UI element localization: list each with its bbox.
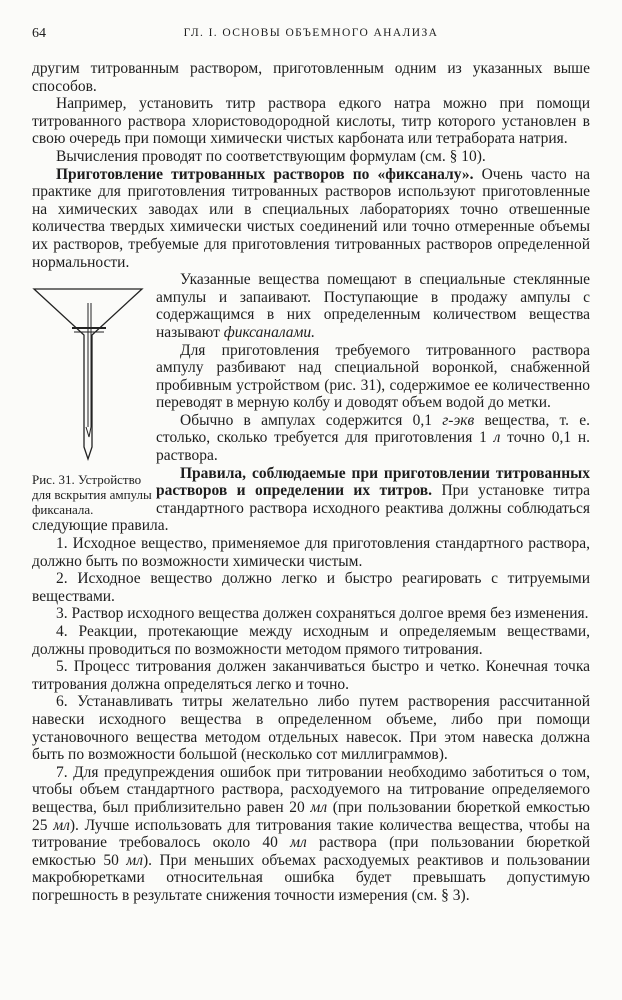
paragraph-text: 7. Для предупреждения ошибок при титровании необходимо заботиться о том, чтобы объем стандартного раствора, расходуемого на титрование определяемого вещества, был приблизительно равен 20	[32, 763, 590, 816]
rule-item: 2. Исходное вещество должно легко и быстро реагировать с титруемыми веществами.	[32, 570, 590, 605]
running-title: ГЛ. I. ОСНОВЫ ОБЪЕМНОГО АНАЛИЗА	[183, 27, 439, 39]
paragraph: Для приготовления требуемого титрованного раствора ампулу разбивают над специальной воронкой, снабженной пробивным устройством (рис. 31), содержимое ее количественно переводят в мерную колбу и доводят объем водой до метки.	[156, 341, 590, 412]
book-page	[32, 22, 590, 905]
paragraph-text: ). При меньших объемах расходуемых реактивов и пользовании макробюретками относительная ошибка будет превышать допустимую погрешность в результате снижения точности измерения (см. § 3).	[32, 851, 590, 904]
figure-31	[28, 271, 152, 517]
unit: мл	[310, 798, 328, 816]
term-fixanal: фиксаналами.	[223, 323, 316, 341]
unit: г-экв	[442, 411, 475, 429]
rule-item	[32, 764, 590, 905]
paragraph-text: При установке титра стандартного раствора исходного реактива должны соблюдаться следующие правила.	[32, 482, 590, 535]
unit: мл	[290, 834, 307, 852]
section-heading: Приготовление титрованных растворов по «фиксаналу».	[56, 165, 474, 183]
unit: мл	[126, 851, 143, 869]
rule-item: 4. Реакции, протекающие между исходным и определяемым веществами, должны проводиться по возможности методом прямого титрования.	[32, 623, 590, 658]
paragraph: Например, установить титр раствора едкого натра можно при помощи титрованного раствора хлористоводородной кислоты, титр которого установлен в свою очередь при помощи химически чистых карбоната или тетрабората натрия.	[32, 95, 590, 148]
figure-caption: Рис. 31. Устройство для вскрытия ампулы фиксанала.	[32, 472, 152, 518]
paragraph-text: точно 0,1 н. раствора.	[156, 429, 591, 465]
paragraph	[32, 166, 590, 272]
paragraph-text: раствора (при пользовании бюреткой емкостью 50	[32, 834, 591, 869]
paragraph-text: ). Лучше использовать для титрования такие количества вещества, чтобы на титрование требовалось около 40	[32, 816, 590, 852]
rule-item: 3. Раствор исходного вещества должен сохраняться долгое время без изменения.	[56, 605, 589, 623]
page-number: 64	[32, 26, 46, 41]
unit: мл	[53, 816, 70, 834]
page-body	[32, 60, 590, 905]
unit: л	[493, 429, 501, 447]
paragraph-text: (при пользовании бюреткой емкостью 25	[32, 798, 590, 834]
paragraph-text: вещества, т. е. столько, сколько требуется для приготовления 1	[156, 411, 590, 447]
paragraph-text: Очень часто на практике для приготовления титрованных растворов используют приготовленные на химических заводах или в специальных лабораториях точно отвешенные количества твердых химически чистых соединений или точно отмеренные объемы их растворов, требуемые для приготовления титрованных растворов определенной нормальности.	[32, 165, 591, 271]
rule-item: 5. Процесс титрования должен заканчиваться быстро и четко. Конечная точка титрования должна определяться легко и точно.	[32, 658, 590, 693]
paragraph-text: Обычно в ампулах содержится 0,1	[180, 411, 443, 429]
paragraph: другим титрованным раствором, приготовленным одним из указанных выше способов.	[32, 60, 590, 95]
page-header	[32, 22, 590, 46]
funnel-illustration	[28, 277, 148, 467]
paragraph: Вычисления проводят по соответствующим формулам (см. § 10).	[56, 147, 486, 165]
paragraph-text: Указанные вещества помещают в специальные стеклянные ампулы и запаивают. Поступающие в продажу ампулы с содержащимся в них определенным количеством вещества называют	[156, 271, 590, 341]
rule-item: 1. Исходное вещество, применяемое для приготовления стандартного раствора, должно быть по возможности химически чистым.	[32, 535, 590, 570]
rule-item: 6. Устанавливать титры желательно либо путем растворения рассчитанной навески исходного вещества в определенном объеме, либо при помощи установочного вещества методом отдельных навесок. При этом навеска должна быть по возможности большой (несколько сот миллиграммов).	[32, 693, 590, 764]
section-heading: Правила, соблюдаемые при приготовлении титрованных растворов и определении их титров.	[156, 464, 590, 500]
